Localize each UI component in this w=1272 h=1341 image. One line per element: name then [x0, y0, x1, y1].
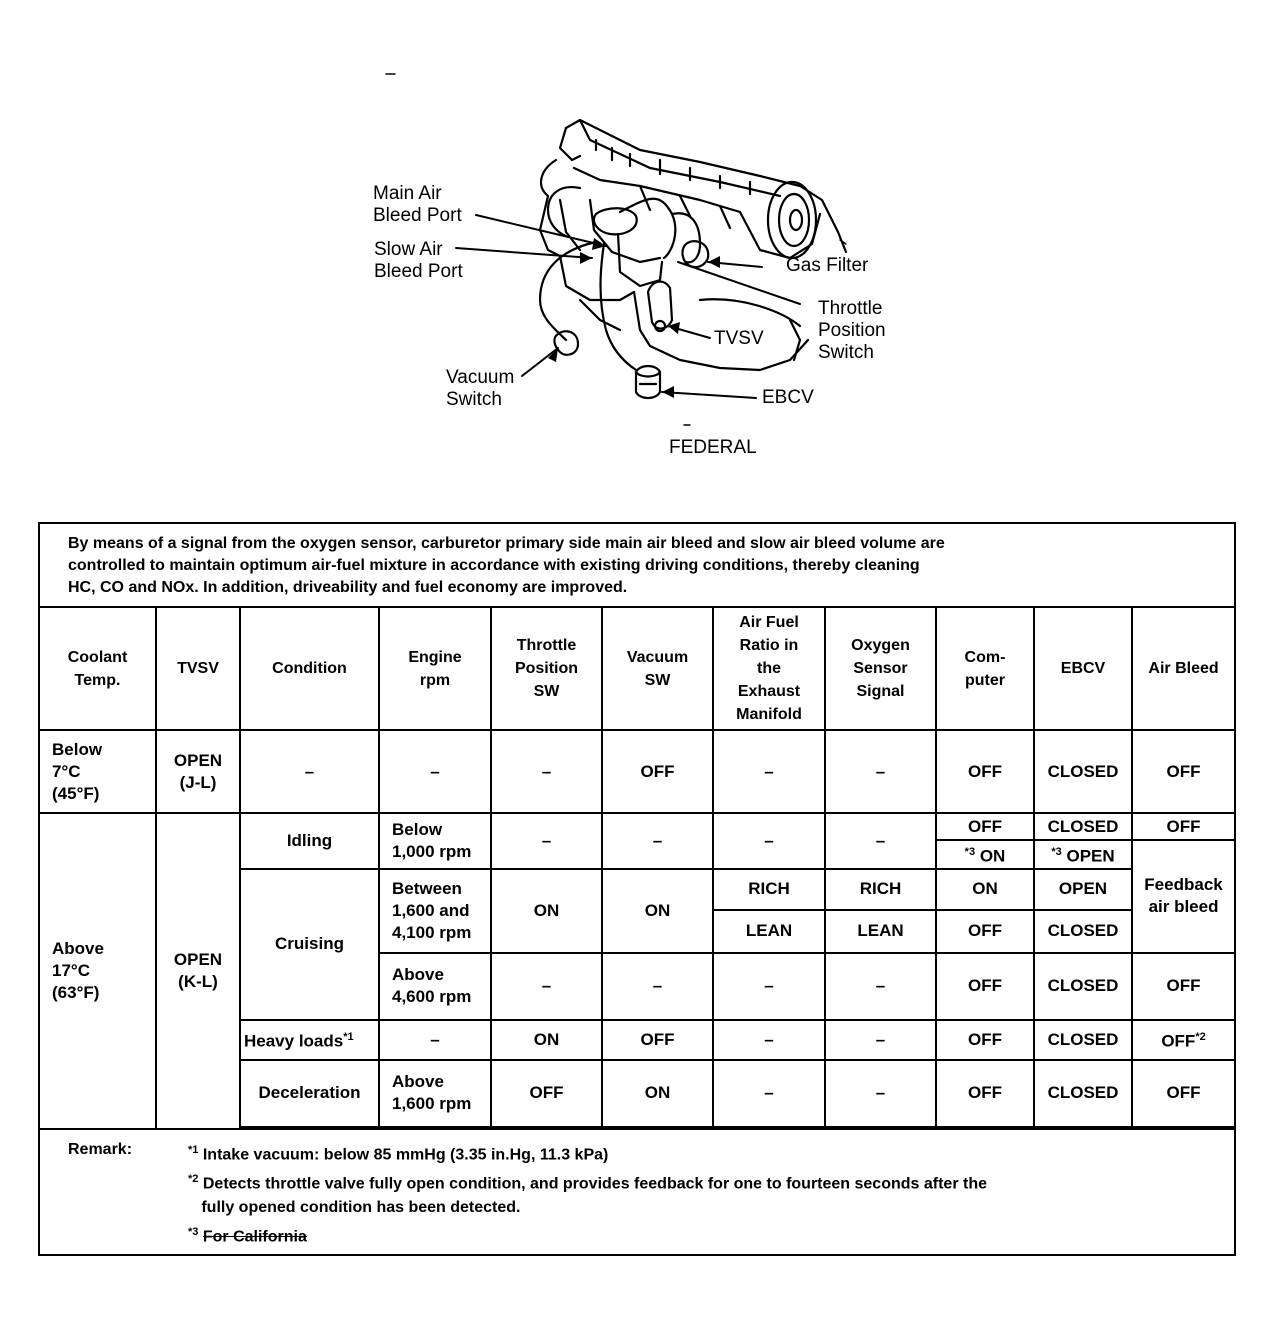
cell-air-fuel-rich: RICH — [713, 869, 825, 910]
cell-air-bleed: OFF — [1132, 813, 1235, 840]
cell-condition-heavy-loads: Heavy loads$^{*1}$ — [240, 1020, 379, 1060]
cell-oxygen: – — [825, 730, 936, 813]
cell-tvsv-open-kl: OPEN (K-L) — [156, 813, 240, 1129]
header-oxygen-sensor-signal: Oxygen Sensor Signal — [825, 607, 936, 730]
cell-ebcv: CLOSED — [1034, 730, 1132, 813]
header-throttle-position-sw: Throttle Position SW — [491, 607, 602, 730]
diagram-caption: FEDERAL — [669, 437, 757, 458]
cell-air-fuel: – — [713, 953, 825, 1020]
cell-computer: ON — [936, 869, 1034, 910]
label-main-air-bleed-port: Main Air Bleed Port — [373, 183, 462, 226]
cell-rpm-above-1600: Above 1,600 rpm — [379, 1060, 491, 1127]
header-coolant-temp: Coolant Temp. — [39, 607, 156, 730]
cell-coolant-below: Below 7°C (45°F) — [39, 730, 156, 813]
arrowheads — [548, 238, 720, 398]
remark-1: Remark: $^{*1}$ Intake vacuum: below 85 mmHg (3.35 in.Hg, 11.3 kPa) — [68, 1140, 609, 1163]
cell-throttle: OFF — [491, 1060, 602, 1127]
header-air-bleed: Air Bleed — [1132, 607, 1235, 730]
cell-condition-deceleration: Deceleration — [240, 1060, 379, 1127]
cell-condition-cruising: Cruising — [240, 869, 379, 1020]
cell-air-bleed: OFF — [1132, 1060, 1235, 1127]
cell-rpm: – — [379, 730, 491, 813]
cell-computer-star3-on: $^{*3}$ ON — [936, 840, 1034, 869]
cell-throttle: ON — [491, 869, 602, 953]
cell-ebcv: CLOSED — [1034, 1060, 1132, 1127]
engine-diagram — [0, 0, 1272, 500]
cell-vacuum: – — [602, 953, 713, 1020]
label-slow-air-bleed-port: Slow Air Bleed Port — [374, 239, 463, 282]
cell-air-bleed: OFF — [1132, 730, 1235, 813]
remark-3: $^{*3}$ For California — [188, 1226, 307, 1246]
label-gas-filter: Gas Filter — [786, 255, 869, 276]
cell-air-fuel: – — [713, 1060, 825, 1127]
cell-oxygen-rich: RICH — [825, 869, 936, 910]
header-vacuum-sw: Vacuum SW — [602, 607, 713, 730]
remark-2: $^{*2}$ Detects throttle valve fully open condition, and provides feedback for one to fourteen seconds after the fully opened condition has been detected. — [188, 1172, 987, 1217]
cell-condition: – — [240, 730, 379, 813]
cell-air-fuel: – — [713, 1020, 825, 1060]
cell-rpm-below-1000: Below 1,000 rpm — [379, 813, 491, 869]
cell-vacuum: ON — [602, 869, 713, 953]
cell-vacuum: OFF — [602, 1020, 713, 1060]
cell-computer: OFF — [936, 1060, 1034, 1127]
cell-computer: OFF — [936, 730, 1034, 813]
control-table — [38, 522, 1236, 1256]
header-row — [39, 607, 1235, 730]
cell-oxygen: – — [825, 953, 936, 1020]
remarks — [39, 1129, 1235, 1255]
header-tvsv: TVSV — [156, 607, 240, 730]
label-tvsv: TVSV — [714, 328, 764, 349]
cell-rpm-above-4600: Above 4,600 rpm — [379, 953, 491, 1020]
header-engine-rpm: Engine rpm — [379, 607, 491, 730]
header-air-fuel-ratio: Air Fuel Ratio in the Exhaust Manifold — [713, 607, 825, 730]
cell-rpm-between: Between 1,600 and 4,100 rpm — [379, 869, 491, 953]
cell-ebcv-star3-open: $^{*3}$ OPEN — [1034, 840, 1132, 869]
cell-tvsv-open-jl: OPEN (J-L) — [156, 730, 240, 813]
cell-ebcv: CLOSED — [1034, 910, 1132, 953]
label-vacuum-switch: Vacuum Switch — [446, 367, 515, 410]
cell-vacuum: OFF — [602, 730, 713, 813]
cell-oxygen: – — [825, 1060, 936, 1127]
cell-vacuum: – — [602, 813, 713, 869]
header-condition: Condition — [240, 607, 379, 730]
header-computer: Com- puter — [936, 607, 1034, 730]
cell-ebcv: CLOSED — [1034, 953, 1132, 1020]
cell-ebcv: CLOSED — [1034, 1020, 1132, 1060]
cell-ebcv: CLOSED — [1034, 813, 1132, 840]
cell-throttle: – — [491, 730, 602, 813]
cell-air-bleed: OFF — [1132, 953, 1235, 1020]
cell-computer: OFF — [936, 953, 1034, 1020]
cell-rpm: – — [379, 1020, 491, 1060]
cell-throttle: – — [491, 953, 602, 1020]
cell-throttle: – — [491, 813, 602, 869]
label-ebcv: EBCV — [762, 387, 814, 408]
header-ebcv: EBCV — [1034, 607, 1132, 730]
cell-coolant-above: Above 17°C (63°F) — [39, 813, 156, 1129]
table-row — [39, 813, 1235, 840]
cell-computer: OFF — [936, 1020, 1034, 1060]
cell-air-bleed-feedback: Feedback air bleed — [1132, 840, 1235, 953]
cell-air-fuel: – — [713, 730, 825, 813]
cell-computer: OFF — [936, 813, 1034, 840]
cell-ebcv: OPEN — [1034, 869, 1132, 910]
cell-oxygen: – — [825, 813, 936, 869]
cell-air-fuel: – — [713, 813, 825, 869]
cell-condition-idling: Idling — [240, 813, 379, 869]
cell-air-bleed-off-star2: OFF$^{*2}$ — [1132, 1020, 1235, 1060]
cell-oxygen-lean: LEAN — [825, 910, 936, 953]
cell-throttle: ON — [491, 1020, 602, 1060]
intro-text: By means of a signal from the oxygen sensor, carburetor primary side main air bleed and slow air bleed volume are controlled to maintain optimum air-fuel mixture in accordance with existing driving conditions, thereby cleaning HC, CO and NOx. In addition, driveability and fuel economy are improved. — [39, 523, 1235, 607]
cell-air-fuel-lean: LEAN — [713, 910, 825, 953]
cell-vacuum: ON — [602, 1060, 713, 1127]
table-row — [39, 730, 1235, 813]
cell-computer: OFF — [936, 910, 1034, 953]
label-throttle-position-switch: Throttle Position Switch — [818, 298, 886, 363]
cell-oxygen: – — [825, 1020, 936, 1060]
